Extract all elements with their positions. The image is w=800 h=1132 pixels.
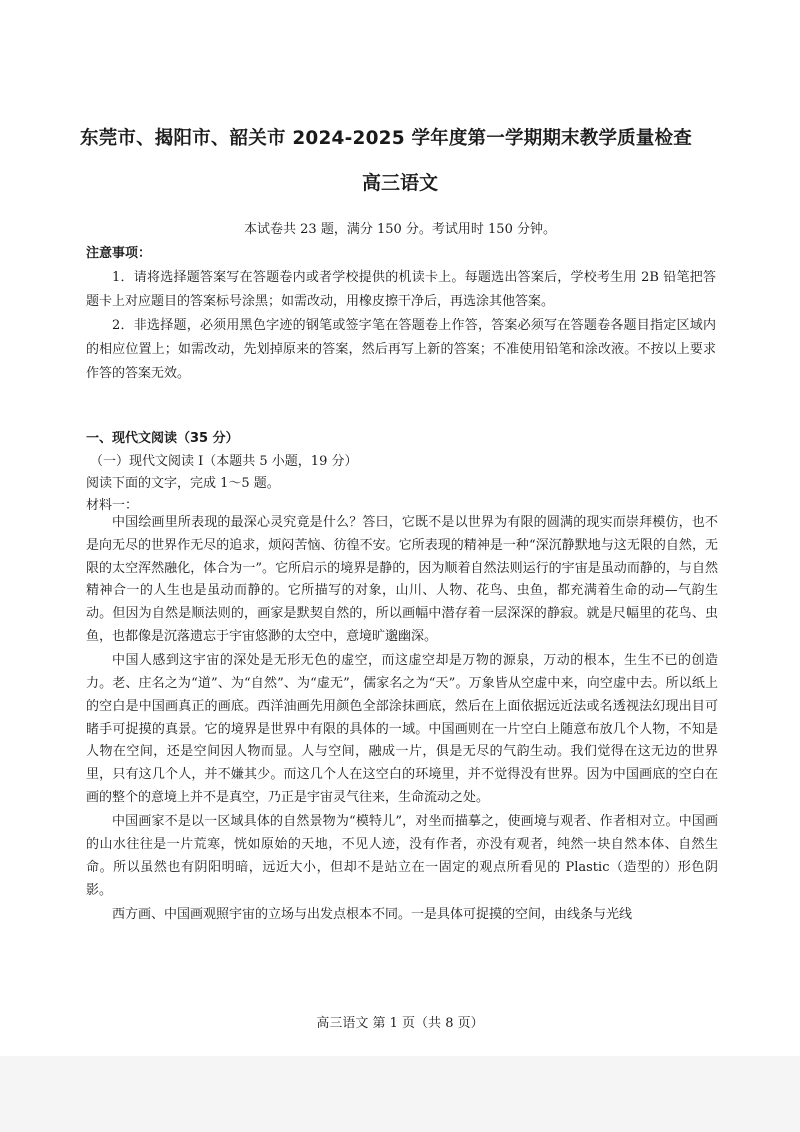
exam-title: 东莞市、揭阳市、韶关市 2024-2025 学年度第一学期期末教学质量检查 <box>80 128 692 149</box>
passage-paragraph: 西方画、中国画观照宇宙的立场与出发点根本不同。一是具体可捉摸的空间，由线条与光线 <box>112 907 633 923</box>
reading-instruction: 阅读下面的文字，完成 1～5 题。 <box>86 476 280 491</box>
passage-paragraph: 中国人感到这宇宙的深处是无形无色的虚空，而这虚空却是万物的源泉，万动的根本，生生不已的创造力。老、庄名之为“道”、为“自然”、为“虚无”，儒家名之为“天”。万象皆从空虚中来，向空虚中去。所以纸上的空白是中国画真正的画底。西洋油画先用颜色全部涂抹画底，然后在上面依据远近法或名透视法幻现出目可睹手可捉摸的真景。它的境界是世界中有限的具体的一域。中国画则在一片空白上随意布放几个人物，不知是人物在空间，还是空间因人物而显。人与空间，融成一片，俱是无尽的气韵生动。我们觉得在这无边的世界里，只有这几个人，并不嫌其少。而这几个人在这空白的环境里，并不觉得没有世界。因为中国画底的空白在画的整个的意境上并不是真空，乃正是宇宙灵气往来，生命流动之处。 <box>86 653 718 806</box>
notice-heading: 注意事项： <box>86 246 152 261</box>
section-subheading: （一）现代文阅读 I（本题共 5 小题，19 分） <box>90 454 358 469</box>
notice-item: 2．非选择题，必须用黑色字迹的钢笔或签字笔在答题卷上作答，答案必须写在答题卷各题目指定区域内的相应位置上；如需改动，先划掉原来的答案，然后再写上新的答案；不准使用铅笔和涂改液。不按以上要求作答的答案无效。 <box>86 318 716 381</box>
notice-list <box>86 266 716 386</box>
page-footer: 高三语文 第 1 页（共 8 页） <box>316 1016 484 1031</box>
passage <box>86 512 718 928</box>
section-heading: 一、现代文阅读（35 分） <box>86 431 239 446</box>
subject-title: 高三语文 <box>361 172 438 194</box>
passage-paragraph: 中国绘画里所表现的最深心灵究竟是什么？答曰，它既不是以世界为有限的圆满的现实而崇拜模仿，也不是向无尽的世界作无尽的追求，烦闷苦恼、彷徨不安。它所表现的精神是一种“深沉静默地与这无限的自然，无限的太空浑然融化，体合为一”。它所启示的境界是静的，因为顺着自然法则运行的宇宙是虽动而静的，与自然精神合一的人生也是虽动而静的。它所描写的对象，山川、人物、花鸟、虫鱼，都充满着生命的动—气韵生动。但因为自然是顺法则的，画家是默契自然的，所以画幅中潜存着一层深深的静寂。就是尺幅里的花鸟、虫鱼，也都像是沉落遗忘于宇宙悠渺的太空中，意境旷邈幽深。 <box>86 515 718 644</box>
exam-info: 本试卷共 23 题，满分 150 分。考试用时 150 分钟。 <box>244 222 556 237</box>
scan-bottom-margin <box>0 1056 800 1132</box>
passage-paragraph: 中国画家不是以一区域具体的自然景物为“模特儿”，对坐而描摹之，使画境与观者、作者相对立。中国画的山水往往是一片荒寒，恍如原始的天地，不见人迹，没有作者，亦没有观者，纯然一块自然本体、自然生命。所以虽然也有阴阳明暗，远近大小，但却不是站立在一固定的观点所看见的 Plastic（造型的）形色阴影。 <box>86 814 718 898</box>
notice-item: 1．请将选择题答案写在答题卷内或者学校提供的机读卡上。每题选出答案后，学校考生用 2B 铅笔把答题卡上对应题目的答案标号涂黑；如需改动，用橡皮擦干净后，再选涂其他答案。 <box>86 270 716 309</box>
material-label: 材料一： <box>86 498 139 513</box>
